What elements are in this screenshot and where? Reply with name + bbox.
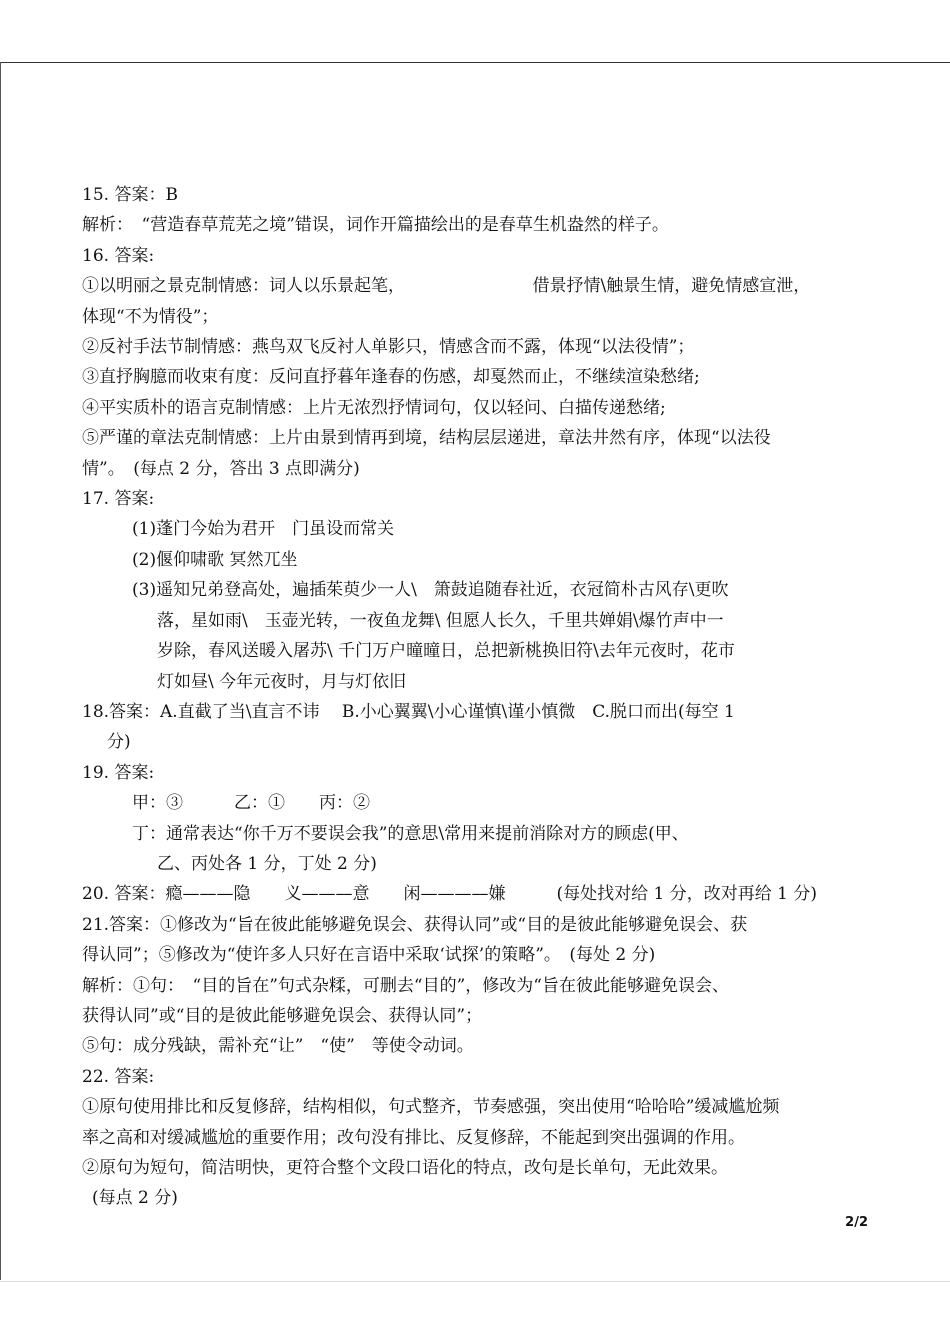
q21-answer: 21.答案：①修改为“旨在彼此能够避免误会、获得认同”或“目的是彼此能够避免误会、获 [82, 914, 748, 935]
q17-part-3-cont-2: 岁除，春风送暖入屠苏\ 千门万户曈曈日，总把新桃换旧符\去年元夜时，花市 [157, 641, 735, 662]
q17-part-3-cont-3: 灯如昼\ 今年元夜时，月与灯依旧 [157, 671, 407, 692]
left-border-line [0, 62, 1, 1280]
q21-analysis-5: ⑤句：成分残缺，需补充“让” “使” 等使令动词。 [82, 1036, 474, 1057]
q17-part-3-cont-1: 落，星如雨\ 玉壶光转，一夜鱼龙舞\ 但愿人长久，千里共婵娟\爆竹声中一 [157, 610, 724, 631]
q16-point-4: ④平实质朴的语言克制情感：上片无浓烈抒情词句，仅以轻问、白描传递愁绪; [82, 397, 666, 418]
q18-answer-cont: 分) [107, 732, 131, 753]
q17-answer: 17. 答案: [82, 489, 155, 510]
q21-answer-cont: 得认同”；⑤修改为“使许多人只好在言语中采取‘试探’的策略”。 (每处 2 分) [82, 945, 656, 966]
q20-answer: 20. 答案：瘾———隐 义———意 闲————嫌 (每处找对给 1 分，改对再给 1 分) [82, 884, 817, 905]
q17-part-1: (1)蓬门今始为君开 门虽设而常关 [132, 519, 395, 540]
q16-point-1-cont: 体现“不为情役”； [82, 306, 219, 327]
q22-point-1-cont: 率之高和对缓减尴尬的重要作用；改句没有排比、反复修辞，不能起到突出强调的作用。 [82, 1127, 745, 1148]
q16-point-2: ②反衬手法节制情感：燕鸟双飞反衬人单影只，情感含而不露，体现“以法役情”； [82, 337, 695, 358]
q19-scoring: 乙、丙处各 1 分，丁处 2 分) [157, 853, 377, 874]
q17-part-2: (2)偃仰啸歌 冥然兀坐 [132, 549, 298, 570]
top-border-line [0, 62, 950, 63]
q15-answer: 15. 答案：B [82, 185, 178, 205]
q15-analysis: 解析： “营造春草荒芜之境”错误，词作开篇描绘出的是春草生机盎然的样子。 [82, 215, 669, 236]
q22-scoring: (每点 2 分) [92, 1188, 178, 1209]
q22-answer: 22. 答案: [82, 1066, 155, 1087]
q17-part-3: (3)遥知兄弟登高处，遍插茱萸少一人\ 箫鼓追随春社近，衣冠简朴古风存\更吹 [132, 580, 729, 601]
q16-point-3: ③直抒胸臆而收束有度：反问直抒暮年逢春的伤感，却戛然而止，不继续渲染愁绪; [82, 367, 700, 388]
q19-answer: 19. 答案: [82, 762, 155, 783]
q21-analysis: 解析：①句： “目的旨在”句式杂糅，可删去“目的”，修改为“旨在彼此能够避免误会、 [82, 975, 729, 996]
q16-point-5-cont: 情”。 (每点 2 分，答出 3 点即满分) [82, 458, 360, 479]
q16-answer: 16. 答案: [82, 245, 155, 266]
answer-key-body [82, 180, 882, 1214]
q18-answer: 18.答案：A.直截了当\直言不讳 B.小心翼翼\小心谨慎\谨小慎微 C.脱口而出(每空 1 [82, 701, 735, 722]
q22-point-2: ②原句为短句，简洁明快，更符合整个文段口语化的特点，改句是长单句，无此效果。 [82, 1158, 728, 1178]
bottom-border-line [0, 1281, 950, 1282]
q22-point-1: ①原句使用排比和反复修辞，结构相似，句式整齐，节奏感强，突出使用“哈哈哈”缓减尴尬频 [82, 1097, 780, 1118]
q19-jia-yi-bing: 甲：③ 乙：① 丙：② [132, 793, 370, 814]
page-number: 2/2 [845, 1215, 868, 1230]
q16-point-5: ⑤严谨的章法克制情感：上片由景到情再到境，结构层层递进，章法井然有序，体现“以法役 [82, 428, 771, 449]
q19-ding: 丁：通常表达“你千万不要误会我”的意思\常用来提前消除对方的顾虑(甲、 [132, 823, 689, 844]
q21-analysis-cont: 获得认同”或“目的是彼此能够避免误会、获得认同”； [82, 1005, 483, 1026]
q16-point-1: ①以明丽之景克制情感：词人以乐景起笔， 借景抒情\触景生情，避免情感宣泄， [82, 276, 811, 297]
